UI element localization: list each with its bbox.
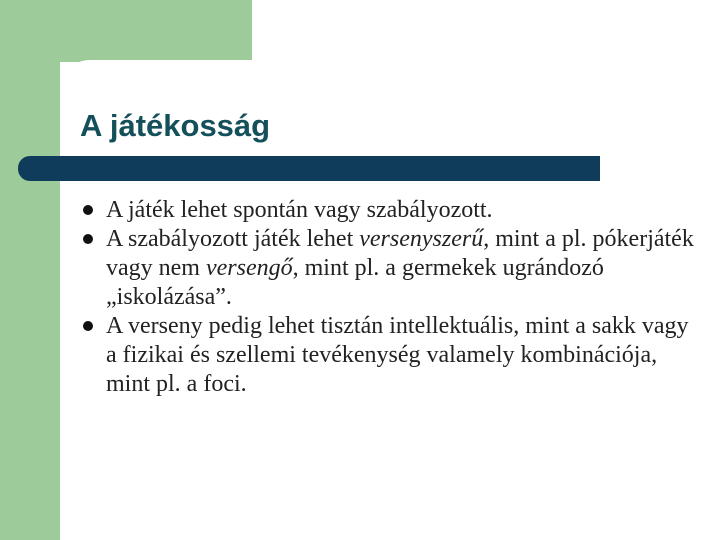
emphasis-text: versengő xyxy=(205,255,293,281)
bullet-dot-icon xyxy=(83,321,93,331)
bullet-text: A szabályozott játék lehet xyxy=(106,226,360,252)
emphasis-text: versenyszerű xyxy=(359,226,484,252)
slide-title: A játékosság xyxy=(80,108,271,143)
bullet-dot-icon xyxy=(83,205,93,215)
bullet-item xyxy=(80,312,700,399)
bullet-text: , mint pl. a germekek ugrándozó „iskolázása”. xyxy=(106,255,604,310)
bullet-item xyxy=(80,225,700,312)
decor-left-stripe xyxy=(0,0,60,540)
bullet-text: A verseny pedig lehet tisztán intellektuális, mint a sakk vagy a fizikai és szellemi tevékenység valamely kombinációja, mint pl. a foci. xyxy=(106,313,689,397)
bullet-dot-icon xyxy=(83,234,93,244)
bullet-item xyxy=(80,196,700,225)
bullet-text: A játék lehet spontán vagy szabályozott. xyxy=(106,197,493,223)
title-underline-bar xyxy=(18,156,600,181)
bullet-list xyxy=(80,196,700,399)
bullet-text: , mint a pl. pókerjáték vagy nem xyxy=(106,226,694,281)
